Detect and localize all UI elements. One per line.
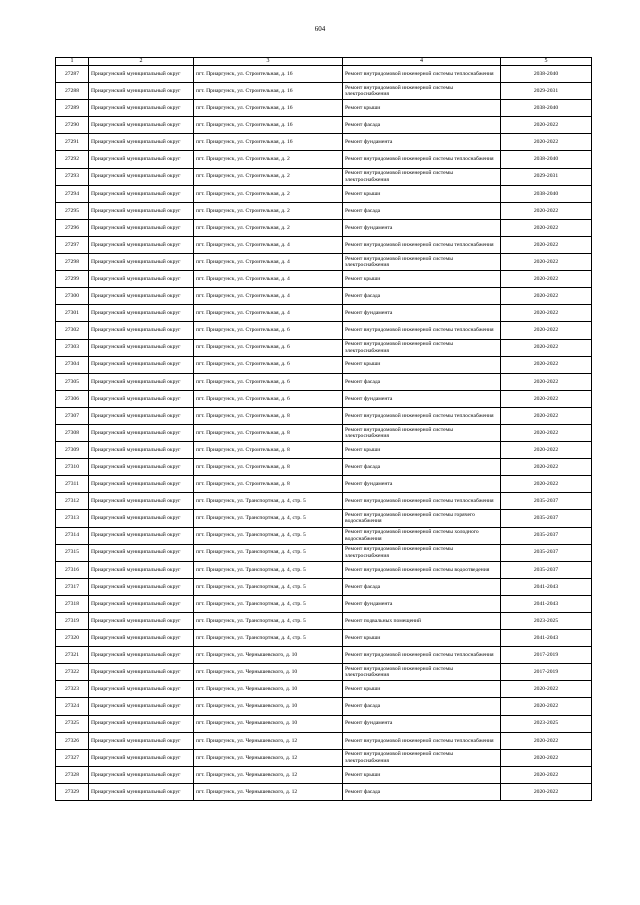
municipality-cell: Приаргунский муниципальный округ xyxy=(89,322,194,339)
table-row xyxy=(56,578,592,595)
address-cell: пгт. Приаргунск, ул. Строительная, д. 4 xyxy=(194,305,343,322)
table-body xyxy=(56,66,592,801)
municipality-cell: Приаргунский муниципальный округ xyxy=(89,83,194,100)
table-row xyxy=(56,424,592,441)
column-header: 4 xyxy=(343,58,501,66)
table-row xyxy=(56,459,592,476)
work-type-cell: Ремонт внутридомовой инженерной системы теплоснабжения xyxy=(343,407,501,424)
work-type-cell: Ремонт фасада xyxy=(343,459,501,476)
period-cell: 2038-2040 xyxy=(501,185,592,202)
work-type-cell: Ремонт крыши xyxy=(343,356,501,373)
table-row xyxy=(56,339,592,356)
work-type-cell: Ремонт фасада xyxy=(343,783,501,800)
work-type-cell: Ремонт крыши xyxy=(343,100,501,117)
row-number-cell: 27307 xyxy=(56,407,89,424)
row-number-cell: 27289 xyxy=(56,100,89,117)
row-number-cell: 27315 xyxy=(56,544,89,561)
row-number-cell: 27303 xyxy=(56,339,89,356)
table-row xyxy=(56,254,592,271)
period-cell: 2020-2022 xyxy=(501,459,592,476)
work-type-cell: Ремонт внутридомовой инженерной системы теплоснабжения xyxy=(343,66,501,83)
row-number-cell: 27316 xyxy=(56,561,89,578)
period-cell: 2020-2022 xyxy=(501,766,592,783)
work-type-cell: Ремонт крыши xyxy=(343,442,501,459)
address-cell: пгт. Приаргунск, ул. Чернышевского, д. 10 xyxy=(194,681,343,698)
municipality-cell: Приаргунский муниципальный округ xyxy=(89,219,194,236)
row-number-cell: 27287 xyxy=(56,66,89,83)
table-row xyxy=(56,647,592,664)
municipality-cell: Приаргунский муниципальный округ xyxy=(89,510,194,527)
row-number-cell: 27313 xyxy=(56,510,89,527)
table-row xyxy=(56,271,592,288)
municipality-cell: Приаргунский муниципальный округ xyxy=(89,681,194,698)
period-cell: 2020-2022 xyxy=(501,134,592,151)
municipality-cell: Приаргунский муниципальный округ xyxy=(89,749,194,766)
period-cell: 2020-2022 xyxy=(501,424,592,441)
municipality-cell: Приаргунский муниципальный округ xyxy=(89,476,194,493)
work-type-cell: Ремонт крыши xyxy=(343,766,501,783)
work-type-cell: Ремонт внутридомовой инженерной системы теплоснабжения xyxy=(343,151,501,168)
address-cell: пгт. Приаргунск, ул. Чернышевского, д. 12 xyxy=(194,749,343,766)
work-type-cell: Ремонт фундамента xyxy=(343,390,501,407)
period-cell: 2038-2040 xyxy=(501,151,592,168)
table-row xyxy=(56,390,592,407)
row-number-cell: 27309 xyxy=(56,442,89,459)
address-cell: пгт. Приаргунск, ул. Чернышевского, д. 12 xyxy=(194,783,343,800)
period-cell: 2023-2025 xyxy=(501,715,592,732)
municipality-cell: Приаргунский муниципальный округ xyxy=(89,783,194,800)
address-cell: пгт. Приаргунск, ул. Транспортная, д. 4, стр. 5 xyxy=(194,544,343,561)
work-type-cell: Ремонт внутридомовой инженерной системы холодного водоснабжения xyxy=(343,527,501,544)
row-number-cell: 27305 xyxy=(56,373,89,390)
period-cell: 2020-2022 xyxy=(501,390,592,407)
address-cell: пгт. Приаргунск, ул. Транспортная, д. 4, стр. 5 xyxy=(194,578,343,595)
table-row xyxy=(56,527,592,544)
period-cell: 2020-2022 xyxy=(501,373,592,390)
row-number-cell: 27294 xyxy=(56,185,89,202)
period-cell: 2017-2019 xyxy=(501,664,592,681)
table-row xyxy=(56,288,592,305)
row-number-cell: 27318 xyxy=(56,595,89,612)
table-row xyxy=(56,168,592,185)
address-cell: пгт. Приаргунск, ул. Строительная, д. 8 xyxy=(194,459,343,476)
work-type-cell: Ремонт крыши xyxy=(343,271,501,288)
address-cell: пгт. Приаргунск, ул. Строительная, д. 6 xyxy=(194,322,343,339)
address-cell: пгт. Приаргунск, ул. Чернышевского, д. 10 xyxy=(194,647,343,664)
period-cell: 2038-2040 xyxy=(501,100,592,117)
address-cell: пгт. Приаргунск, ул. Транспортная, д. 4, стр. 5 xyxy=(194,561,343,578)
work-type-cell: Ремонт крыши xyxy=(343,681,501,698)
table-row xyxy=(56,236,592,253)
address-cell: пгт. Приаргунск, ул. Строительная, д. 16 xyxy=(194,66,343,83)
work-type-cell: Ремонт внутридомовой инженерной системы электроснабжения xyxy=(343,254,501,271)
period-cell: 2041-2043 xyxy=(501,595,592,612)
address-cell: пгт. Приаргунск, ул. Строительная, д. 6 xyxy=(194,390,343,407)
address-cell: пгт. Приаргунск, ул. Транспортная, д. 4, стр. 5 xyxy=(194,595,343,612)
work-type-cell: Ремонт внутридомовой инженерной системы теплоснабжения xyxy=(343,732,501,749)
table-row xyxy=(56,630,592,647)
period-cell: 2020-2022 xyxy=(501,783,592,800)
row-number-cell: 27290 xyxy=(56,117,89,134)
work-type-cell: Ремонт внутридомовой инженерной системы электроснабжения xyxy=(343,664,501,681)
work-type-cell: Ремонт подвальных помещений xyxy=(343,613,501,630)
table-row xyxy=(56,219,592,236)
work-type-cell: Ремонт внутридомовой инженерной системы электроснабжения xyxy=(343,339,501,356)
table-row xyxy=(56,185,592,202)
address-cell: пгт. Приаргунск, ул. Строительная, д. 2 xyxy=(194,168,343,185)
period-cell: 2020-2022 xyxy=(501,202,592,219)
address-cell: пгт. Приаргунск, ул. Строительная, д. 8 xyxy=(194,424,343,441)
municipality-cell: Приаргунский муниципальный округ xyxy=(89,647,194,664)
table-row xyxy=(56,322,592,339)
work-type-cell: Ремонт фасада xyxy=(343,698,501,715)
table-row xyxy=(56,476,592,493)
period-cell: 2020-2022 xyxy=(501,442,592,459)
page-number: 604 xyxy=(314,25,326,33)
table-row xyxy=(56,766,592,783)
period-cell: 2020-2022 xyxy=(501,749,592,766)
address-cell: пгт. Приаргунск, ул. Строительная, д. 6 xyxy=(194,373,343,390)
municipality-cell: Приаргунский муниципальный округ xyxy=(89,185,194,202)
row-number-cell: 27312 xyxy=(56,493,89,510)
municipality-cell: Приаргунский муниципальный округ xyxy=(89,117,194,134)
work-type-cell: Ремонт внутридомовой инженерной системы электроснабжения xyxy=(343,544,501,561)
table-row xyxy=(56,202,592,219)
table-row xyxy=(56,100,592,117)
municipality-cell: Приаргунский муниципальный округ xyxy=(89,561,194,578)
period-cell: 2020-2022 xyxy=(501,236,592,253)
address-cell: пгт. Приаргунск, ул. Чернышевского, д. 12 xyxy=(194,766,343,783)
municipality-cell: Приаргунский муниципальный округ xyxy=(89,459,194,476)
row-number-cell: 27288 xyxy=(56,83,89,100)
row-number-cell: 27324 xyxy=(56,698,89,715)
row-number-cell: 27298 xyxy=(56,254,89,271)
table-row xyxy=(56,407,592,424)
address-cell: пгт. Приаргунск, ул. Строительная, д. 8 xyxy=(194,442,343,459)
table-row xyxy=(56,681,592,698)
address-cell: пгт. Приаргунск, ул. Чернышевского, д. 12 xyxy=(194,732,343,749)
period-cell: 2020-2022 xyxy=(501,117,592,134)
work-type-cell: Ремонт крыши xyxy=(343,630,501,647)
column-header: 2 xyxy=(89,58,194,66)
address-cell: пгт. Приаргунск, ул. Строительная, д. 8 xyxy=(194,476,343,493)
work-type-cell: Ремонт внутридомовой инженерной системы теплоснабжения xyxy=(343,236,501,253)
work-type-cell: Ремонт фасада xyxy=(343,202,501,219)
address-cell: пгт. Приаргунск, ул. Чернышевского, д. 10 xyxy=(194,664,343,681)
municipality-cell: Приаргунский муниципальный округ xyxy=(89,66,194,83)
table-row xyxy=(56,442,592,459)
address-cell: пгт. Приаргунск, ул. Строительная, д. 6 xyxy=(194,339,343,356)
work-type-cell: Ремонт фундамента xyxy=(343,305,501,322)
row-number-cell: 27296 xyxy=(56,219,89,236)
row-number-cell: 27300 xyxy=(56,288,89,305)
row-number-cell: 27326 xyxy=(56,732,89,749)
row-number-cell: 27291 xyxy=(56,134,89,151)
address-cell: пгт. Приаргунск, ул. Строительная, д. 8 xyxy=(194,407,343,424)
address-cell: пгт. Приаргунск, ул. Строительная, д. 4 xyxy=(194,288,343,305)
period-cell: 2020-2022 xyxy=(501,407,592,424)
work-type-cell: Ремонт фундамента xyxy=(343,476,501,493)
table-row xyxy=(56,595,592,612)
period-cell: 2020-2022 xyxy=(501,288,592,305)
address-cell: пгт. Приаргунск, ул. Транспортная, д. 4, стр. 5 xyxy=(194,630,343,647)
work-type-cell: Ремонт внутридомовой инженерной системы водоотведения xyxy=(343,561,501,578)
municipality-cell: Приаргунский муниципальный округ xyxy=(89,407,194,424)
table-row xyxy=(56,373,592,390)
municipality-cell: Приаргунский муниципальный округ xyxy=(89,544,194,561)
period-cell: 2035-2037 xyxy=(501,510,592,527)
municipality-cell: Приаргунский муниципальный округ xyxy=(89,236,194,253)
work-type-cell: Ремонт фасада xyxy=(343,578,501,595)
period-cell: 2035-2037 xyxy=(501,561,592,578)
period-cell: 2035-2037 xyxy=(501,527,592,544)
address-cell: пгт. Приаргунск, ул. Строительная, д. 16 xyxy=(194,117,343,134)
row-number-cell: 27320 xyxy=(56,630,89,647)
period-cell: 2041-2043 xyxy=(501,630,592,647)
table-row xyxy=(56,749,592,766)
row-number-cell: 27299 xyxy=(56,271,89,288)
period-cell: 2020-2022 xyxy=(501,219,592,236)
address-cell: пгт. Приаргунск, ул. Транспортная, д. 4, стр. 5 xyxy=(194,527,343,544)
row-number-cell: 27325 xyxy=(56,715,89,732)
municipality-cell: Приаргунский муниципальный округ xyxy=(89,151,194,168)
municipality-cell: Приаргунский муниципальный округ xyxy=(89,664,194,681)
period-cell: 2020-2022 xyxy=(501,698,592,715)
address-cell: пгт. Приаргунск, ул. Строительная, д. 2 xyxy=(194,185,343,202)
municipality-cell: Приаргунский муниципальный округ xyxy=(89,288,194,305)
period-cell: 2035-2037 xyxy=(501,493,592,510)
address-cell: пгт. Приаргунск, ул. Строительная, д. 16 xyxy=(194,134,343,151)
address-cell: пгт. Приаргунск, ул. Транспортная, д. 4, стр. 5 xyxy=(194,510,343,527)
work-type-cell: Ремонт фасада xyxy=(343,373,501,390)
municipality-cell: Приаргунский муниципальный округ xyxy=(89,766,194,783)
table-row xyxy=(56,83,592,100)
work-type-cell: Ремонт внутридомовой инженерной системы электроснабжения xyxy=(343,749,501,766)
table-row xyxy=(56,561,592,578)
row-number-cell: 27293 xyxy=(56,168,89,185)
column-header: 3 xyxy=(194,58,343,66)
municipality-cell: Приаргунский муниципальный округ xyxy=(89,339,194,356)
row-number-cell: 27321 xyxy=(56,647,89,664)
row-number-cell: 27323 xyxy=(56,681,89,698)
period-cell: 2020-2022 xyxy=(501,339,592,356)
row-number-cell: 27310 xyxy=(56,459,89,476)
work-type-cell: Ремонт внутридомовой инженерной системы горячего водоснабжения xyxy=(343,510,501,527)
period-cell: 2017-2019 xyxy=(501,647,592,664)
period-cell: 2038-2040 xyxy=(501,66,592,83)
municipality-cell: Приаргунский муниципальный округ xyxy=(89,373,194,390)
table-row xyxy=(56,356,592,373)
address-cell: пгт. Приаргунск, ул. Строительная, д. 2 xyxy=(194,219,343,236)
work-type-cell: Ремонт внутридомовой инженерной системы электроснабжения xyxy=(343,424,501,441)
period-cell: 2035-2037 xyxy=(501,544,592,561)
period-cell: 2029-2031 xyxy=(501,83,592,100)
address-cell: пгт. Приаргунск, ул. Строительная, д. 4 xyxy=(194,236,343,253)
row-number-cell: 27292 xyxy=(56,151,89,168)
row-number-cell: 27314 xyxy=(56,527,89,544)
municipality-cell: Приаргунский муниципальный округ xyxy=(89,732,194,749)
row-number-cell: 27311 xyxy=(56,476,89,493)
row-number-cell: 27317 xyxy=(56,578,89,595)
table-row xyxy=(56,134,592,151)
period-cell: 2020-2022 xyxy=(501,254,592,271)
municipality-cell: Приаргунский муниципальный округ xyxy=(89,442,194,459)
capital-repair-table xyxy=(55,57,592,801)
table-row xyxy=(56,117,592,134)
work-type-cell: Ремонт фундамента xyxy=(343,134,501,151)
municipality-cell: Приаргунский муниципальный округ xyxy=(89,202,194,219)
municipality-cell: Приаргунский муниципальный округ xyxy=(89,493,194,510)
table-row xyxy=(56,613,592,630)
municipality-cell: Приаргунский муниципальный округ xyxy=(89,527,194,544)
municipality-cell: Приаргунский муниципальный округ xyxy=(89,698,194,715)
municipality-cell: Приаргунский муниципальный округ xyxy=(89,578,194,595)
municipality-cell: Приаргунский муниципальный округ xyxy=(89,134,194,151)
address-cell: пгт. Приаргунск, ул. Строительная, д. 2 xyxy=(194,202,343,219)
row-number-cell: 27308 xyxy=(56,424,89,441)
row-number-cell: 27306 xyxy=(56,390,89,407)
period-cell: 2041-2043 xyxy=(501,578,592,595)
column-header: 5 xyxy=(501,58,592,66)
table-header-row xyxy=(56,58,592,66)
row-number-cell: 27304 xyxy=(56,356,89,373)
municipality-cell: Приаргунский муниципальный округ xyxy=(89,305,194,322)
row-number-cell: 27297 xyxy=(56,236,89,253)
municipality-cell: Приаргунский муниципальный округ xyxy=(89,424,194,441)
table-row xyxy=(56,151,592,168)
row-number-cell: 27319 xyxy=(56,613,89,630)
table-row xyxy=(56,732,592,749)
work-type-cell: Ремонт внутридомовой инженерной системы теплоснабжения xyxy=(343,322,501,339)
address-cell: пгт. Приаргунск, ул. Строительная, д. 16 xyxy=(194,83,343,100)
work-type-cell: Ремонт фасада xyxy=(343,288,501,305)
address-cell: пгт. Приаргунск, ул. Чернышевского, д. 10 xyxy=(194,715,343,732)
municipality-cell: Приаргунский муниципальный округ xyxy=(89,613,194,630)
work-type-cell: Ремонт фундамента xyxy=(343,595,501,612)
table-row xyxy=(56,305,592,322)
work-type-cell: Ремонт фундамента xyxy=(343,219,501,236)
period-cell: 2020-2022 xyxy=(501,271,592,288)
table-row xyxy=(56,715,592,732)
work-type-cell: Ремонт фасада xyxy=(343,117,501,134)
period-cell: 2020-2022 xyxy=(501,476,592,493)
municipality-cell: Приаргунский муниципальный округ xyxy=(89,271,194,288)
table-row xyxy=(56,493,592,510)
period-cell: 2020-2022 xyxy=(501,305,592,322)
period-cell: 2020-2022 xyxy=(501,322,592,339)
row-number-cell: 27329 xyxy=(56,783,89,800)
table-row xyxy=(56,664,592,681)
work-type-cell: Ремонт фундамента xyxy=(343,715,501,732)
municipality-cell: Приаргунский муниципальный округ xyxy=(89,595,194,612)
table-row xyxy=(56,66,592,83)
address-cell: пгт. Приаргунск, ул. Строительная, д. 4 xyxy=(194,271,343,288)
period-cell: 2029-2031 xyxy=(501,168,592,185)
row-number-cell: 27295 xyxy=(56,202,89,219)
municipality-cell: Приаргунский муниципальный округ xyxy=(89,390,194,407)
address-cell: пгт. Приаргунск, ул. Строительная, д. 4 xyxy=(194,254,343,271)
row-number-cell: 27327 xyxy=(56,749,89,766)
municipality-cell: Приаргунский муниципальный округ xyxy=(89,630,194,647)
table-row xyxy=(56,783,592,800)
row-number-cell: 27328 xyxy=(56,766,89,783)
table-row xyxy=(56,698,592,715)
row-number-cell: 27322 xyxy=(56,664,89,681)
address-cell: пгт. Приаргунск, ул. Транспортная, д. 4, стр. 5 xyxy=(194,493,343,510)
table-row xyxy=(56,510,592,527)
column-header: 1 xyxy=(56,58,89,66)
address-cell: пгт. Приаргунск, ул. Транспортная, д. 4, стр. 5 xyxy=(194,613,343,630)
municipality-cell: Приаргунский муниципальный округ xyxy=(89,715,194,732)
municipality-cell: Приаргунский муниципальный округ xyxy=(89,168,194,185)
period-cell: 2020-2022 xyxy=(501,356,592,373)
address-cell: пгт. Приаргунск, ул. Строительная, д. 16 xyxy=(194,100,343,117)
period-cell: 2020-2022 xyxy=(501,681,592,698)
row-number-cell: 27302 xyxy=(56,322,89,339)
address-cell: пгт. Приаргунск, ул. Чернышевского, д. 10 xyxy=(194,698,343,715)
work-type-cell: Ремонт внутридомовой инженерной системы электроснабжения xyxy=(343,83,501,100)
work-type-cell: Ремонт внутридомовой инженерной системы электроснабжения xyxy=(343,168,501,185)
work-type-cell: Ремонт крыши xyxy=(343,185,501,202)
period-cell: 2023-2025 xyxy=(501,613,592,630)
address-cell: пгт. Приаргунск, ул. Строительная, д. 6 xyxy=(194,356,343,373)
municipality-cell: Приаргунский муниципальный округ xyxy=(89,100,194,117)
table-row xyxy=(56,544,592,561)
row-number-cell: 27301 xyxy=(56,305,89,322)
work-type-cell: Ремонт внутридомовой инженерной системы теплоснабжения xyxy=(343,493,501,510)
period-cell: 2020-2022 xyxy=(501,732,592,749)
municipality-cell: Приаргунский муниципальный округ xyxy=(89,356,194,373)
municipality-cell: Приаргунский муниципальный округ xyxy=(89,254,194,271)
address-cell: пгт. Приаргунск, ул. Строительная, д. 2 xyxy=(194,151,343,168)
work-type-cell: Ремонт внутридомовой инженерной системы теплоснабжения xyxy=(343,647,501,664)
